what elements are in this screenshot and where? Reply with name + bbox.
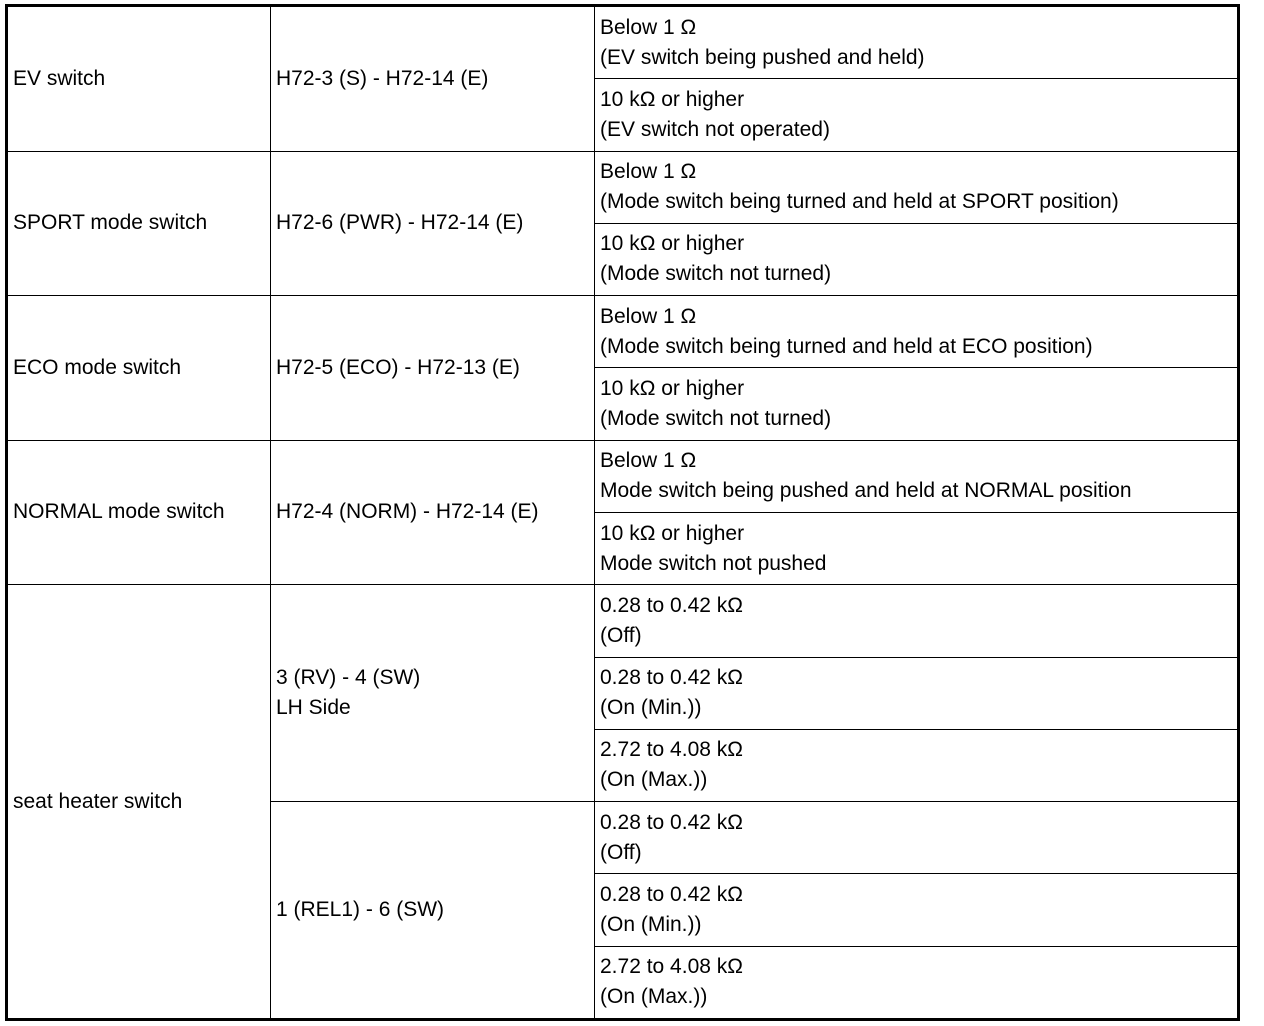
resistance-value: Below 1 Ω [600, 449, 697, 473]
condition-cell [595, 79, 1239, 151]
terminal-label: 1 (REL1) - 6 (SW) [276, 898, 445, 922]
item-name: SPORT mode switch [13, 211, 208, 235]
terminal-cell [271, 151, 595, 296]
condition-text: (Mode switch being turned and held at ECO position) [600, 334, 1093, 358]
condition-text: (Mode switch not turned) [600, 262, 832, 286]
item-name: EV switch [13, 66, 106, 90]
condition-text: (Off) [600, 840, 642, 864]
condition-text: (On (Min.)) [600, 696, 702, 720]
item-name: ECO mode switch [13, 355, 182, 379]
terminal-cell [271, 296, 595, 441]
resistance-value: 10 kΩ or higher [600, 521, 745, 545]
table-row [7, 585, 1239, 657]
condition-text: Mode switch not pushed [600, 551, 827, 575]
condition-cell [595, 440, 1239, 512]
condition-text: (On (Max.)) [600, 985, 708, 1009]
table-row [7, 151, 1239, 223]
terminal-cell [271, 585, 595, 802]
condition-cell [595, 512, 1239, 584]
condition-text: (On (Min.)) [600, 913, 702, 937]
terminal-label: H72-6 (PWR) - H72-14 (E) [276, 211, 524, 235]
terminal-label: 3 (RV) - 4 (SW) [276, 666, 421, 690]
condition-cell [595, 946, 1239, 1019]
terminal-label: H72-5 (ECO) - H72-13 (E) [276, 355, 520, 379]
condition-cell [595, 368, 1239, 440]
condition-text: (Mode switch being turned and held at SPORT position) [600, 190, 1119, 214]
terminal-cell [271, 802, 595, 1020]
terminal-label: H72-4 (NORM) - H72-14 (E) [276, 500, 539, 524]
terminal-cell [271, 6, 595, 152]
item-cell [7, 440, 271, 585]
condition-cell [595, 874, 1239, 946]
item-name: seat heater switch [13, 789, 183, 813]
table-row [7, 296, 1239, 368]
condition-cell [595, 6, 1239, 79]
item-name: NORMAL mode switch [13, 500, 225, 524]
item-cell [7, 6, 271, 152]
condition-cell [595, 802, 1239, 874]
condition-text: (Mode switch not turned) [600, 407, 832, 431]
condition-cell [595, 151, 1239, 223]
condition-cell [595, 657, 1239, 729]
resistance-value: 2.72 to 4.08 kΩ [600, 955, 743, 979]
condition-text: (EV switch being pushed and held) [600, 45, 925, 69]
table-row [7, 6, 1239, 79]
condition-text: (Off) [600, 623, 642, 647]
terminal-cell [271, 440, 595, 585]
condition-text: (On (Max.)) [600, 768, 708, 792]
item-cell [7, 151, 271, 296]
resistance-value: Below 1 Ω [600, 160, 697, 184]
terminal-label: H72-3 (S) - H72-14 (E) [276, 66, 489, 90]
condition-text: (EV switch not operated) [600, 117, 830, 141]
resistance-value: Below 1 Ω [600, 304, 697, 328]
condition-cell [595, 585, 1239, 657]
resistance-value: Below 1 Ω [600, 15, 697, 39]
terminal-label: LH Side [276, 696, 351, 720]
resistance-value: 10 kΩ or higher [600, 377, 745, 401]
resistance-value: 10 kΩ or higher [600, 87, 745, 111]
table-row [7, 440, 1239, 512]
resistance-value: 2.72 to 4.08 kΩ [600, 738, 743, 762]
resistance-value: 0.28 to 0.42 kΩ [600, 810, 743, 834]
resistance-value: 0.28 to 0.42 kΩ [600, 593, 743, 617]
condition-text: Mode switch being pushed and held at NORMAL position [600, 479, 1132, 503]
condition-cell [595, 296, 1239, 368]
item-cell [7, 585, 271, 1020]
condition-cell [595, 223, 1239, 295]
switch-resistance-table [5, 4, 1240, 1021]
resistance-value: 0.28 to 0.42 kΩ [600, 883, 743, 907]
resistance-value: 0.28 to 0.42 kΩ [600, 666, 743, 690]
condition-cell [595, 729, 1239, 801]
resistance-value: 10 kΩ or higher [600, 232, 745, 256]
item-cell [7, 296, 271, 441]
